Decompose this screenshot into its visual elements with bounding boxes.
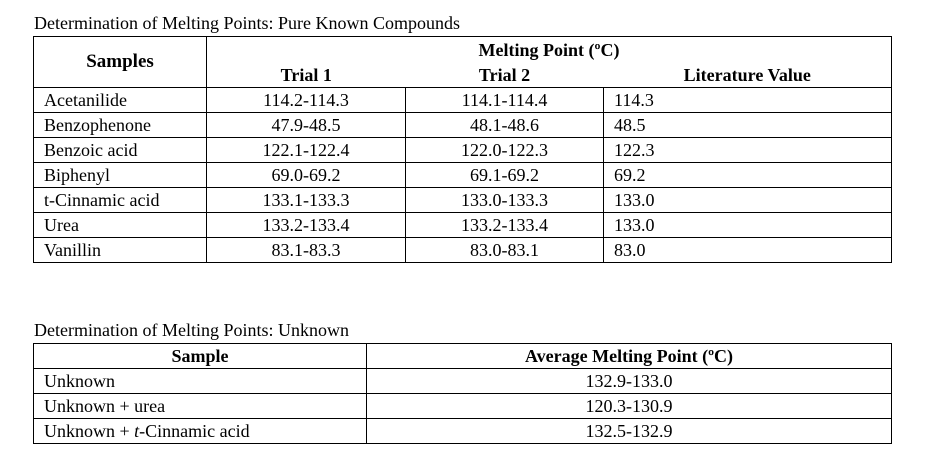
literature-value-cell: 69.2: [604, 163, 892, 188]
sample-cell: t-Cinnamic acid: [34, 188, 207, 213]
literature-value-cell: 133.0: [604, 188, 892, 213]
sample-cell: Urea: [34, 213, 207, 238]
sample-cell: [34, 394, 367, 419]
sample-cell: [34, 369, 367, 394]
sample-cell: Vanillin: [34, 238, 207, 263]
average-melting-point-cell: 132.5-132.9: [367, 419, 892, 444]
table-row: [34, 213, 892, 238]
header-samples: Samples: [34, 37, 207, 88]
table-row: [34, 163, 892, 188]
sample-cell: [34, 419, 367, 444]
table1-caption: Determination of Melting Points: Pure Known Compounds: [34, 13, 460, 33]
header-trial-1: Trial 1: [207, 63, 406, 88]
literature-value-cell: 122.3: [604, 138, 892, 163]
trial-1-cell: 133.1-133.3: [207, 188, 406, 213]
pure-compounds-body: [34, 88, 892, 263]
literature-value-cell: 48.5: [604, 113, 892, 138]
sample-suffix: -Cinnamic acid: [139, 421, 250, 441]
sample-prefix: Unknown: [44, 371, 115, 391]
header-average-melting-point: Average Melting Point (ºC): [367, 344, 892, 369]
header-trial-2: Trial 2: [406, 63, 604, 88]
trial-2-cell: 133.0-133.3: [406, 188, 604, 213]
header-literature-value: Literature Value: [604, 63, 892, 88]
trial-2-cell: 83.0-83.1: [406, 238, 604, 263]
average-melting-point-cell: 132.9-133.0: [367, 369, 892, 394]
trial-1-cell: 69.0-69.2: [207, 163, 406, 188]
trial-2-cell: 122.0-122.3: [406, 138, 604, 163]
trial-1-cell: 47.9-48.5: [207, 113, 406, 138]
average-melting-point-cell: 120.3-130.9: [367, 394, 892, 419]
sample-prefix: Unknown + urea: [44, 396, 166, 416]
table-row: [34, 419, 892, 444]
sample-cell: Biphenyl: [34, 163, 207, 188]
trial-2-cell: 114.1-114.4: [406, 88, 604, 113]
trial-2-cell: 69.1-69.2: [406, 163, 604, 188]
literature-value-cell: 83.0: [604, 238, 892, 263]
table-row: [34, 138, 892, 163]
table-row: [34, 394, 892, 419]
pure-compounds-table: [33, 36, 892, 263]
header-sample: Sample: [34, 344, 367, 369]
trial-2-cell: 133.2-133.4: [406, 213, 604, 238]
table-row: [34, 88, 892, 113]
sample-italic: t: [134, 421, 140, 441]
table-row: [34, 188, 892, 213]
sample-cell: Benzoic acid: [34, 138, 207, 163]
sample-cell: Acetanilide: [34, 88, 207, 113]
trial-1-cell: 83.1-83.3: [207, 238, 406, 263]
unknown-body: [34, 369, 892, 444]
literature-value-cell: 114.3: [604, 88, 892, 113]
sample-prefix: Unknown +: [44, 421, 135, 441]
table-row: [34, 369, 892, 394]
trial-1-cell: 114.2-114.3: [207, 88, 406, 113]
trial-1-cell: 122.1-122.4: [207, 138, 406, 163]
trial-2-cell: 48.1-48.6: [406, 113, 604, 138]
table-row: [34, 113, 892, 138]
unknown-table: [33, 343, 892, 444]
literature-value-cell: 133.0: [604, 213, 892, 238]
sample-cell: Benzophenone: [34, 113, 207, 138]
trial-1-cell: 133.2-133.4: [207, 213, 406, 238]
header-melting-point: Melting Point (ºC): [207, 37, 892, 64]
table-row: [34, 238, 892, 263]
table2-caption: Determination of Melting Points: Unknown: [34, 320, 349, 340]
